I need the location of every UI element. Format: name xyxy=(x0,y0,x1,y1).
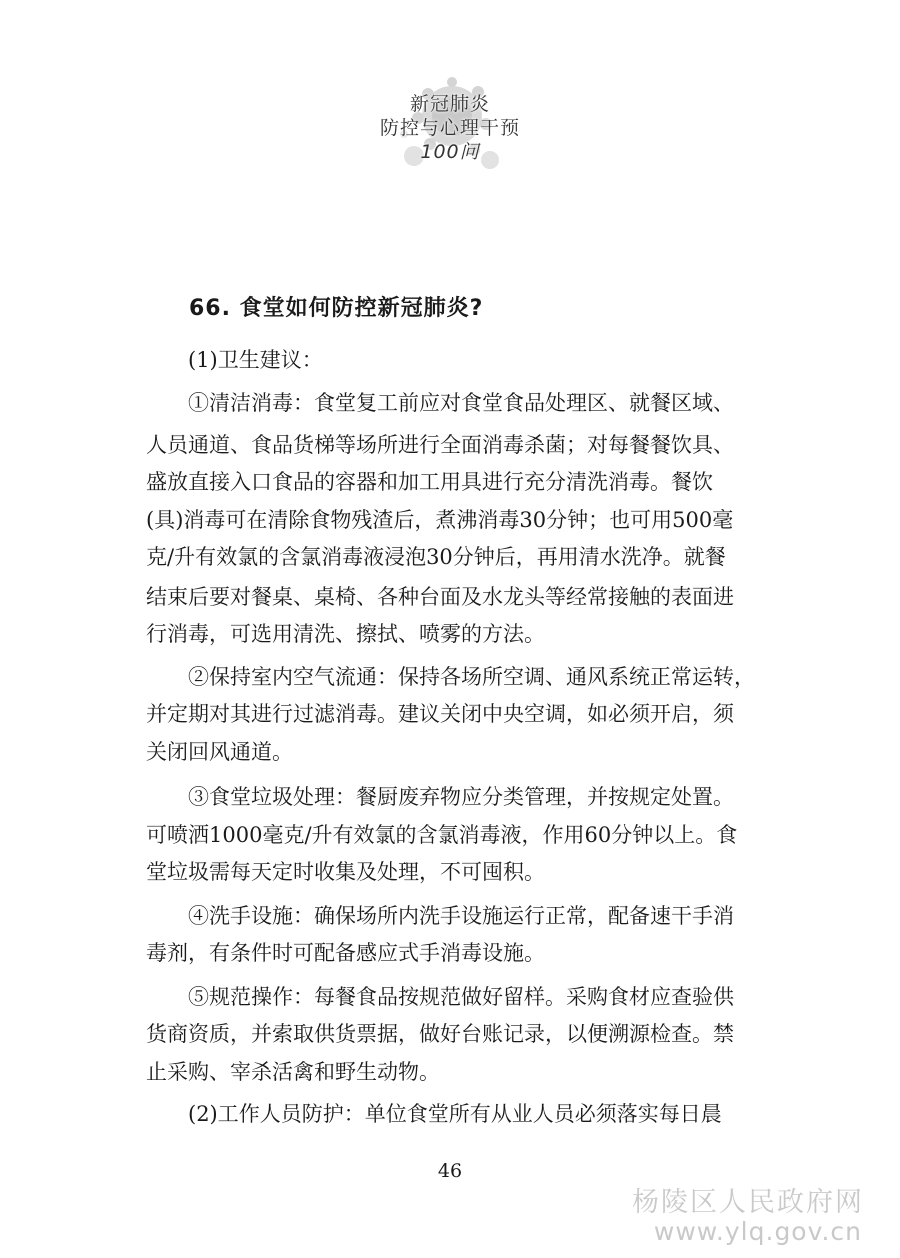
header-title-line1: 新冠肺炎 xyxy=(409,93,490,115)
text-line: 结束后要对餐桌、桌椅、各种台面及水龙头等经常接触的表面进 xyxy=(146,585,734,609)
text-line: ②保持室内空气流通：保持各场所空调、通风系统正常运转， xyxy=(188,665,755,689)
text-line: 毒剂，有条件时可配备感应式手消毒设施。 xyxy=(146,941,545,965)
watermark-site-name: 杨陵区人民政府网 xyxy=(632,1187,864,1218)
text-line: 货商资质，并索取供货票据，做好台账记录，以便溯源检查。禁 xyxy=(146,1022,734,1046)
text-line: ④洗手设施：确保场所内洗手设施运行正常，配备速干手消 xyxy=(188,904,734,928)
text-line: 克/升有效氯的含氯消毒液浸泡30分钟后，再用清水洗净。就餐 xyxy=(146,545,726,569)
text-line: 并定期对其进行过滤消毒。建议关闭中央空调，如必须开启，须 xyxy=(146,702,734,726)
text-line: (具)消毒可在清除食物残渣后，煮沸消毒30分钟；也可用500毫 xyxy=(146,508,734,532)
text-line: 止采购、宰杀活禽和野生动物。 xyxy=(146,1060,440,1084)
header-title-line2: 防控与心理干预 xyxy=(379,117,520,139)
text-line: (2)工作人员防护：单位食堂所有从业人员必须落实每日晨 xyxy=(188,1102,722,1126)
text-line: 堂垃圾需每天定时收集及处理，不可囤积。 xyxy=(146,860,545,884)
header-title-line3: 100问 xyxy=(420,141,480,163)
text-line: 人员通道、食品货梯等场所进行全面消毒杀菌；对每餐餐饮具、 xyxy=(146,433,734,457)
text-line: 可喷洒1000毫克/升有效氯的含氯消毒液，作用60分钟以上。食 xyxy=(146,823,738,847)
text-line: ⑤规范操作：每餐食品按规范做好留样。采购食材应查验供 xyxy=(188,985,734,1009)
text-line: ③食堂垃圾处理：餐厨废弃物应分类管理，并按规定处置。 xyxy=(188,785,734,809)
watermark-url: www.ylq.gov.cn xyxy=(653,1217,862,1246)
page-number: 46 xyxy=(437,1160,463,1182)
book-header xyxy=(0,74,900,174)
text-line: ①清洁消毒：食堂复工前应对食堂食品处理区、就餐区域、 xyxy=(188,391,734,415)
text-line: 关闭回风通道。 xyxy=(146,740,293,764)
text-line: 盛放直接入口食品的容器和加工用具进行充分清洗消毒。餐饮 xyxy=(146,470,713,494)
question-heading: 66. 食堂如何防控新冠肺炎? xyxy=(189,296,484,321)
text-line: 行消毒，可选用清洗、擦拭、喷雾的方法。 xyxy=(146,622,545,646)
text-line: (1)卫生建议： xyxy=(188,348,323,372)
